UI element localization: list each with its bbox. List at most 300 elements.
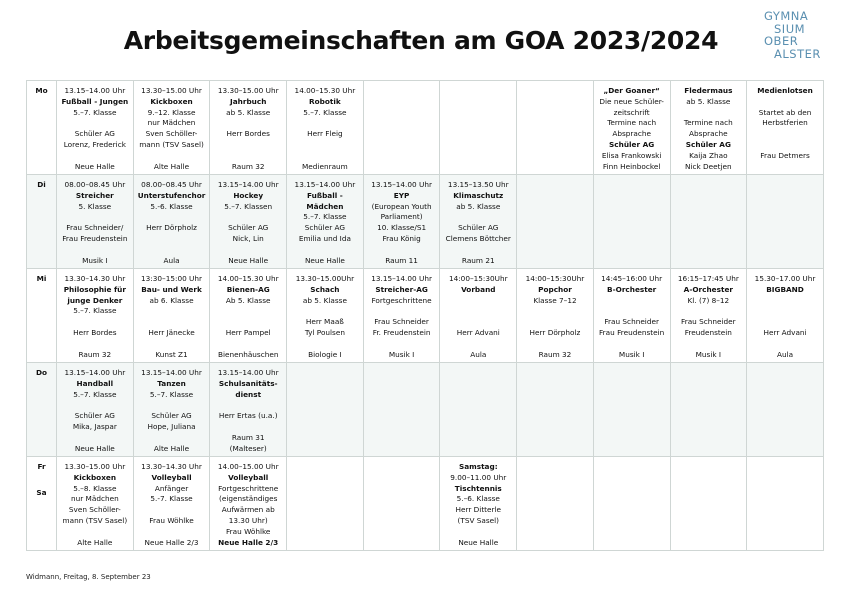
activity-line [135,505,209,516]
activity-line: Schüler AG [228,223,269,233]
empty-cell [287,457,364,551]
activity-line [288,118,362,129]
activity-line: Schüler AG [458,223,499,233]
school-logo [764,10,822,60]
activity-cell [593,81,670,175]
activity-line: Popchor [538,284,572,294]
activity-line [58,527,132,538]
activity-line: Fortgeschrittene [371,295,432,305]
activity-cell [670,81,747,175]
activity-line: Frau Wöhlke [225,526,271,536]
activity-line: Jahrbuch [230,96,267,106]
empty-cell [593,363,670,457]
activity-line: Herr Dörpholz [146,223,197,233]
activity-line: Herr Bordes [73,327,117,337]
footer-note: Widmann, Freitag, 8. September 23 [26,573,151,581]
activity-line: Musik I [388,349,415,359]
activity-line: Finn Heinbockel [602,161,661,171]
activity-cell [440,457,517,551]
activity-line: Nick Deetjen [685,161,732,171]
activity-line: 13.30–14.30 Uhr [141,462,202,471]
activity-line [365,245,439,256]
activity-line: Schach [310,284,340,294]
activity-line: Frau Schneider/ [66,223,124,233]
activity-line: Herr Ditterle [455,505,502,515]
day-name: Fr [37,462,46,471]
activity-line: 14.00–15.00 Uhr [217,462,279,471]
activity-cell [287,81,364,175]
activity-line: Clemens Böttcher [445,233,511,243]
activity-line [518,306,592,317]
activity-line: 13.15–14.00 Uhr [64,368,126,377]
activity-line: (eigenständiges [218,494,278,504]
activity-line: 5.–7. Klasse [149,389,194,399]
activity-line [211,306,285,317]
activity-cell [363,269,440,363]
activity-line: Fr. Freudenstein [372,327,431,337]
activity-line: ab 5. Klasse [686,96,731,106]
activity-line [135,234,209,245]
day-label [27,457,57,551]
schedule-row [27,363,824,457]
activity-line: 14:00–15:30Uhr [448,274,508,283]
activity-line [672,339,746,350]
day-name: Sa [36,487,47,497]
activity-line: 13.30–15.00 Uhr [217,86,279,95]
activity-line: (TSV Sasel) [457,515,500,525]
activity-line: Raum 32 [538,349,572,359]
activity-line [211,140,285,151]
activity-line [748,317,822,328]
activity-line: 5.–7. Klasse [73,107,117,117]
activity-line: Aula [470,349,487,359]
activity-line: Herr Ertas (u.a.) [218,411,278,421]
activity-line: Frau Schneider [681,317,736,327]
activity-line: 13.15–14.00 Uhr [64,86,126,95]
activity-line: Handball [76,378,114,388]
activity-line: 5.-6. Klasse [150,201,193,211]
activity-line: Raum 31 [231,432,265,442]
activity-line: Neue Halle [74,443,115,453]
activity-line: 5.–7. Klasse [73,389,117,399]
activity-line [441,296,515,307]
activity-line: Kunst Z1 [155,349,188,359]
empty-cell [287,363,364,457]
activity-line: 08.00–08.45 Uhr [141,180,202,189]
activity-line [58,433,132,444]
activity-line [135,527,209,538]
logo-line: SIUM [774,21,806,36]
activity-line: 13.15–13.50 Uhr [447,180,509,189]
activity-line [672,306,746,317]
activity-line: 5.–7. Klasse [303,107,347,117]
activity-cell [210,363,287,457]
activity-line: Vorband [461,284,496,294]
activity-line: 13.15–14.00 Uhr [217,368,279,377]
activity-line [441,527,515,538]
activity-line [288,306,362,317]
activity-line: 13.15–14.00 Uhr [141,368,202,377]
activity-line: ab 6. Klasse [149,295,194,305]
activity-line: 5.–6. Klasse [456,494,500,504]
day-name: Do [35,368,48,377]
activity-cell [747,269,824,363]
activity-line: Fußball - Jungen [61,96,129,106]
empty-cell [517,457,594,551]
empty-cell [747,363,824,457]
activity-line: Tyl Poulsen [304,327,345,337]
empty-cell [593,175,670,269]
day-label [27,363,57,457]
day-label [27,81,57,175]
activity-line: Tischtennis [454,483,502,493]
activity-line: „Der Goaner“ [603,86,660,95]
activity-line: Frau Schneider [374,317,429,327]
activity-line: ab 5. Klasse [226,107,271,117]
empty-cell [440,81,517,175]
activity-line: B-Orchester [607,284,657,294]
activity-line [595,296,669,307]
schedule-row [27,175,824,269]
activity-line: Herr Advani [456,327,500,337]
activity-line: Fortgeschrittene [218,483,279,493]
activity-cell [133,81,210,175]
logo-line: ALSTER [774,46,821,61]
empty-cell [670,363,747,457]
activity-line: 5. Klasse [78,201,112,211]
activity-line [748,339,822,350]
empty-cell [363,457,440,551]
activity-line: Frau Detmers [760,150,810,160]
activity-line [135,433,209,444]
activity-line: Raum 21 [461,255,495,265]
activity-line: Bau- und Werk [141,284,202,294]
activity-line: Nick, Lin [232,233,264,243]
activity-line: 15.30–17.00 Uhr [754,274,816,283]
activity-line: Schüler AG [151,411,192,421]
activity-cell [363,175,440,269]
activity-line: 5.–8. Klasse [73,483,117,493]
activity-line: Schüler AG [685,139,731,149]
activity-cell [133,175,210,269]
activity-line [58,151,132,162]
activity-line [135,339,209,350]
activity-line [748,97,822,108]
activity-line [211,245,285,256]
activity-line [288,151,362,162]
activity-cell [210,269,287,363]
activity-line [58,212,132,223]
day-name: Di [37,180,46,189]
activity-line [135,212,209,223]
activity-line: Termine nach [683,118,733,128]
empty-cell [517,175,594,269]
empty-cell [670,175,747,269]
activity-line: Sven Schöller- [145,129,198,139]
activity-cell [57,457,134,551]
activity-line: nur Mädchen [70,494,119,504]
activity-line: Streicher [75,190,114,200]
activity-line: 5.–7. Klasse [303,212,347,222]
activity-line: Neue Halle [228,255,269,265]
empty-cell [440,363,517,457]
activity-line [58,245,132,256]
activity-line: 10. Klasse/S1 [377,223,427,233]
activity-cell [57,81,134,175]
activity-line [595,339,669,350]
activity-line: Neue Halle 2/3 [218,537,279,547]
page-title: Arbeitsgemeinschaften am GOA 2023/2024 [123,26,719,55]
activity-line [748,306,822,317]
activity-line: Hockey [233,190,264,200]
activity-cell [517,269,594,363]
activity-cell [287,175,364,269]
activity-line: Absprache [612,129,651,139]
activity-line [441,317,515,328]
ag-schedule-table [26,80,824,551]
activity-line: 16:15–17:45 Uhr [677,274,739,283]
activity-line [441,245,515,256]
activity-line: 13:30–15:00 Uhr [141,274,203,283]
schedule-row [27,457,824,551]
activity-line [748,140,822,151]
activity-line: nur Mädchen [147,118,196,128]
activity-cell [210,175,287,269]
activity-line: Frau König [382,233,421,243]
activity-line [211,400,285,411]
activity-line: Absprache [689,129,728,139]
activity-line: Emilia und Ida [298,233,351,243]
activity-line [288,140,362,151]
activity-line: Musik I [695,349,722,359]
activity-line: (European Youth [371,201,432,211]
activity-line [211,118,285,129]
activity-line [211,212,285,223]
activity-line: Herbstferien [762,118,808,128]
activity-line [135,151,209,162]
activity-line: Samstag: [458,462,498,471]
activity-line: Frau Schneider [604,317,659,327]
activity-line: 13.30 Uhr) [228,515,268,525]
schedule-row [27,269,824,363]
activity-cell [210,81,287,175]
activity-line: 08.00–08.45 Uhr [64,180,126,189]
activity-line [748,296,822,307]
activity-line: Neue Halle [74,161,115,171]
activity-line [135,306,209,317]
activity-line: Frau Freudenstein [599,327,665,337]
activity-line: 13.15–14.00 Uhr [294,180,356,189]
activity-line: Neue Halle 2/3 [144,537,199,547]
activity-line: Herr Pampel [225,327,271,337]
activity-line: Raum 32 [231,161,265,171]
activity-line: Bienen-AG [226,284,270,294]
activity-line: dienst [235,389,262,399]
activity-line [58,317,132,328]
activity-line: (Malteser) [229,443,267,453]
activity-line: 14.00–15.30 Uhr [217,274,279,283]
activity-cell [133,269,210,363]
activity-line: mann (TSV Sasel) [139,139,204,149]
activity-line: Schüler AG [304,223,346,233]
activity-line: zeitschrift [613,107,650,117]
activity-line [58,339,132,350]
activity-cell [747,81,824,175]
activity-cell [440,175,517,269]
activity-line: A-Orchester [683,284,733,294]
activity-line: Neue Halle [304,255,345,265]
activity-line: Parliament) [380,212,423,222]
activity-line: Elisa Frankowski [601,150,662,160]
activity-line: Mika, Jaspar [72,421,117,431]
activity-cell [593,269,670,363]
activity-line: 14:00–15:30Uhr [525,274,585,283]
activity-line: Aufwärmen ab [221,505,275,515]
activity-line [211,151,285,162]
activity-line: Herr Jänecke [148,327,195,337]
activity-line: Freudenstein [684,327,732,337]
activity-line: mann (TSV Sasel) [62,515,128,525]
activity-line: 13.30–15.00Uhr [295,274,355,283]
activity-cell [670,269,747,363]
activity-line: Schüler AG [74,411,115,421]
activity-line: Herr Maaß [305,317,344,327]
activity-line: Philosophie für [63,284,126,294]
activity-cell [287,269,364,363]
activity-line: Raum 32 [78,349,112,359]
activity-line: Kaija Zhao [689,150,728,160]
activity-line: junge Denker [67,295,123,305]
activity-line: Lorenz, Frederick [63,139,126,149]
activity-line: Herr Advani [763,327,807,337]
activity-line: Herr Fleig [307,129,343,139]
activity-line: Volleyball [228,472,269,482]
activity-line [441,212,515,223]
activity-line: Klasse 7–12 [533,295,577,305]
activity-line: 14.00–15.30 Uhr [294,86,356,95]
activity-line: Sven Schöller- [68,505,121,515]
empty-cell [517,363,594,457]
activity-line: Kickboxen [73,472,117,482]
activity-line: ab 5. Klasse [456,201,501,211]
activity-line: Musik I [82,255,108,265]
empty-cell [593,457,670,551]
schedule-row [27,81,824,175]
activity-line: Alte Halle [77,537,113,547]
activity-line: Aula [163,255,180,265]
activity-line: Biologie I [308,349,342,359]
activity-line: 5.–7. Klasse [73,306,117,316]
activity-line: Alte Halle [153,443,190,453]
activity-line: BIGBAND [766,284,804,294]
activity-cell [133,363,210,457]
activity-line: Volleyball [151,472,192,482]
logo-line: OBER [764,34,799,48]
activity-line: Aula [776,349,794,359]
activity-line: Ab 5. Klasse [225,295,271,305]
activity-line: 9.00–11.00 Uhr [450,472,507,482]
activity-line: Medienraum [302,161,348,171]
activity-line: 5.–7. Klassen [224,201,273,211]
activity-line: Herr Dörpholz [529,327,581,337]
activity-line: 9.–12. Klasse [147,107,196,117]
activity-line: Schulsanitäts- [218,378,278,388]
activity-line: Mädchen [306,201,344,211]
activity-line: 13.15–14.00 Uhr [371,180,432,189]
activity-line: 14:45–16:00 Uhr [601,274,663,283]
empty-cell [670,457,747,551]
activity-cell [440,269,517,363]
activity-line: Die neue Schüler- [599,96,664,106]
activity-line: Kl. (7) 8–12 [687,295,730,305]
activity-cell [57,363,134,457]
activity-line [288,339,362,350]
activity-line: Tanzen [157,378,186,388]
activity-line [365,306,439,317]
activity-line: 13.30–14.30 Uhr [64,274,126,283]
activity-line: Medienlotsen [757,86,813,95]
activity-line [518,339,592,350]
activity-line [441,339,515,350]
activity-line [135,317,209,328]
activity-line: Schüler AG [609,139,655,149]
activity-line: Fußball - [307,190,343,200]
activity-line: Schüler AG [74,129,115,139]
activity-line [211,339,285,350]
activity-line: 13.15–14.00 Uhr [217,180,279,189]
activity-line: Hope, Juliana [147,421,196,431]
activity-line: 13.30–15.00 Uhr [141,86,202,95]
activity-line: Herr Bordes [226,129,270,139]
activity-line: ab 5. Klasse [302,295,347,305]
day-label [27,269,57,363]
activity-cell [57,175,134,269]
activity-line [365,339,439,350]
activity-line: Streicher-AG [375,284,428,294]
day-name: Mi [36,274,47,283]
activity-line [135,245,209,256]
activity-line: Musik I [618,349,645,359]
activity-line: Fledermaus [684,86,733,95]
activity-line [211,317,285,328]
empty-cell [363,363,440,457]
activity-line [518,317,592,328]
empty-cell [747,175,824,269]
activity-line [211,422,285,433]
activity-line [672,108,746,119]
activity-cell [57,269,134,363]
activity-line [135,400,209,411]
activity-line: 5.-7. Klasse [150,494,193,504]
activity-line [58,118,132,129]
activity-line: Kickboxen [150,96,193,106]
activity-line: Frau Freudenstein [62,233,128,243]
activity-line: Neue Halle [458,537,499,547]
activity-line: Termine nach [607,118,657,128]
activity-line: EYP [393,190,410,200]
activity-line [595,306,669,317]
activity-line: Raum 11 [385,255,418,265]
activity-line: Robotik [309,96,341,106]
activity-line: Startet ab den [758,107,812,117]
empty-cell [517,81,594,175]
activity-line: 13.30–15.00 Uhr [64,462,126,471]
activity-line [58,400,132,411]
activity-cell [133,457,210,551]
activity-line [748,129,822,140]
logo-line: GYMNA [764,9,809,23]
activity-line: 13.15–14.00 Uhr [371,274,432,283]
